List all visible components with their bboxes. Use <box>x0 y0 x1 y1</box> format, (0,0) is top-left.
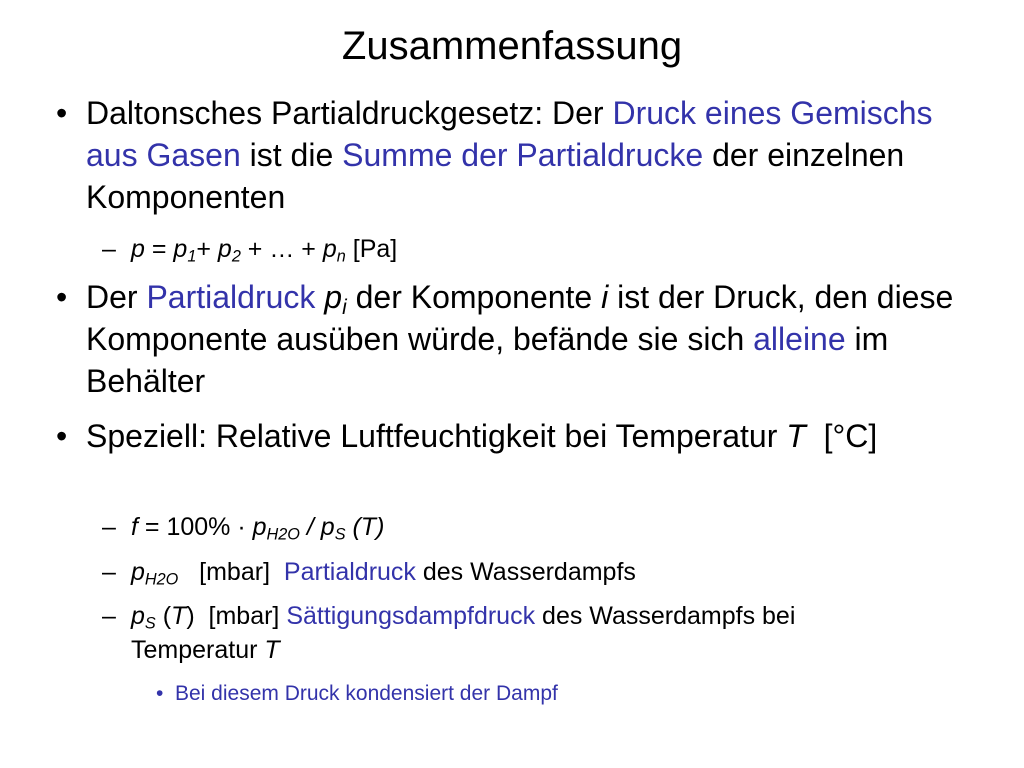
sub-saturation-pressure <box>131 599 831 667</box>
text: Speziell: Relative Luftfeuchtigkeit bei Temperatur <box>86 418 787 454</box>
text: der Komponente <box>346 279 602 315</box>
text: + <box>196 235 218 263</box>
text: / <box>299 513 321 541</box>
text: ) [mbar] <box>186 602 287 630</box>
text: Daltonsches Partialdruckgesetz: Der <box>86 95 613 131</box>
symbol-p: p <box>217 235 232 263</box>
highlight-text: Druck eines Gemischs aus Gasen <box>86 95 933 173</box>
text: + … + <box>240 235 323 263</box>
symbol-p: p <box>173 235 188 263</box>
text: Der <box>86 279 147 315</box>
highlight-text: Sättigungsdampfdruck <box>286 602 536 630</box>
highlight-text: Summe der Partialdrucke <box>342 137 704 173</box>
symbol-p: p <box>320 513 335 541</box>
symbol-T: T <box>171 602 187 630</box>
text: [°C] <box>805 418 878 454</box>
text: ( <box>155 602 172 630</box>
subscript: S <box>144 614 156 633</box>
subscript: H2O <box>144 570 179 589</box>
dash-marker: – <box>102 558 116 586</box>
text: ist der Druck, den diese Komponente ausüben würde, befände sie sich <box>86 279 954 357</box>
sub-water-vapor-partial <box>131 555 951 589</box>
symbol-T: T <box>786 418 806 454</box>
sub-formula-total-pressure <box>131 232 951 266</box>
highlight-text: alleine <box>753 321 846 357</box>
bullet-marker: • <box>156 682 164 705</box>
symbol-i: i <box>601 279 609 315</box>
text: des Wasserdampfs bei Temperatur <box>131 602 796 664</box>
bullet-partial-pressure <box>86 276 966 402</box>
sub-formula-humidity <box>131 510 951 544</box>
symbol-p: p <box>131 602 145 630</box>
symbol-p: p <box>324 279 343 315</box>
subscript: S <box>334 525 346 544</box>
bullet-humidity <box>86 415 966 457</box>
symbol-f: f <box>131 513 138 541</box>
text <box>315 279 324 315</box>
slide-title: Zusammenfassung <box>341 24 683 68</box>
text: ist die <box>240 137 343 173</box>
highlight-text: Partialdruck <box>283 558 416 586</box>
bullet-marker: • <box>56 95 68 131</box>
text: [Pa] <box>345 235 398 263</box>
symbol-p: p <box>322 235 337 263</box>
text: im Behälter <box>86 321 889 399</box>
bullet-marker: • <box>56 279 68 315</box>
subscript: 2 <box>231 247 241 266</box>
symbol-p: p <box>252 513 267 541</box>
symbol-p: p <box>131 235 145 263</box>
subscript: H2O <box>266 525 300 544</box>
text: der einzelnen Komponenten <box>86 137 905 215</box>
bullet-marker: • <box>56 418 68 454</box>
dash-marker: – <box>102 235 116 263</box>
subscript: n <box>336 247 346 266</box>
highlight-text: Partialdruck <box>146 279 316 315</box>
symbol-T: T <box>264 636 280 664</box>
bullet-dalton-law <box>86 92 966 218</box>
subscript: i <box>342 295 347 319</box>
text: = 100% · <box>137 513 253 541</box>
text: des Wasserdampfs <box>415 558 636 586</box>
dash-marker: – <box>102 513 116 541</box>
text: (T) <box>345 513 385 541</box>
text: [mbar] <box>178 558 284 586</box>
dash-marker: – <box>102 602 116 630</box>
text: = <box>144 235 174 263</box>
sub-sub-condensation-note: Bei diesem Druck kondensiert der Dampf <box>175 682 558 705</box>
symbol-p: p <box>131 558 145 586</box>
subscript: 1 <box>187 247 197 266</box>
